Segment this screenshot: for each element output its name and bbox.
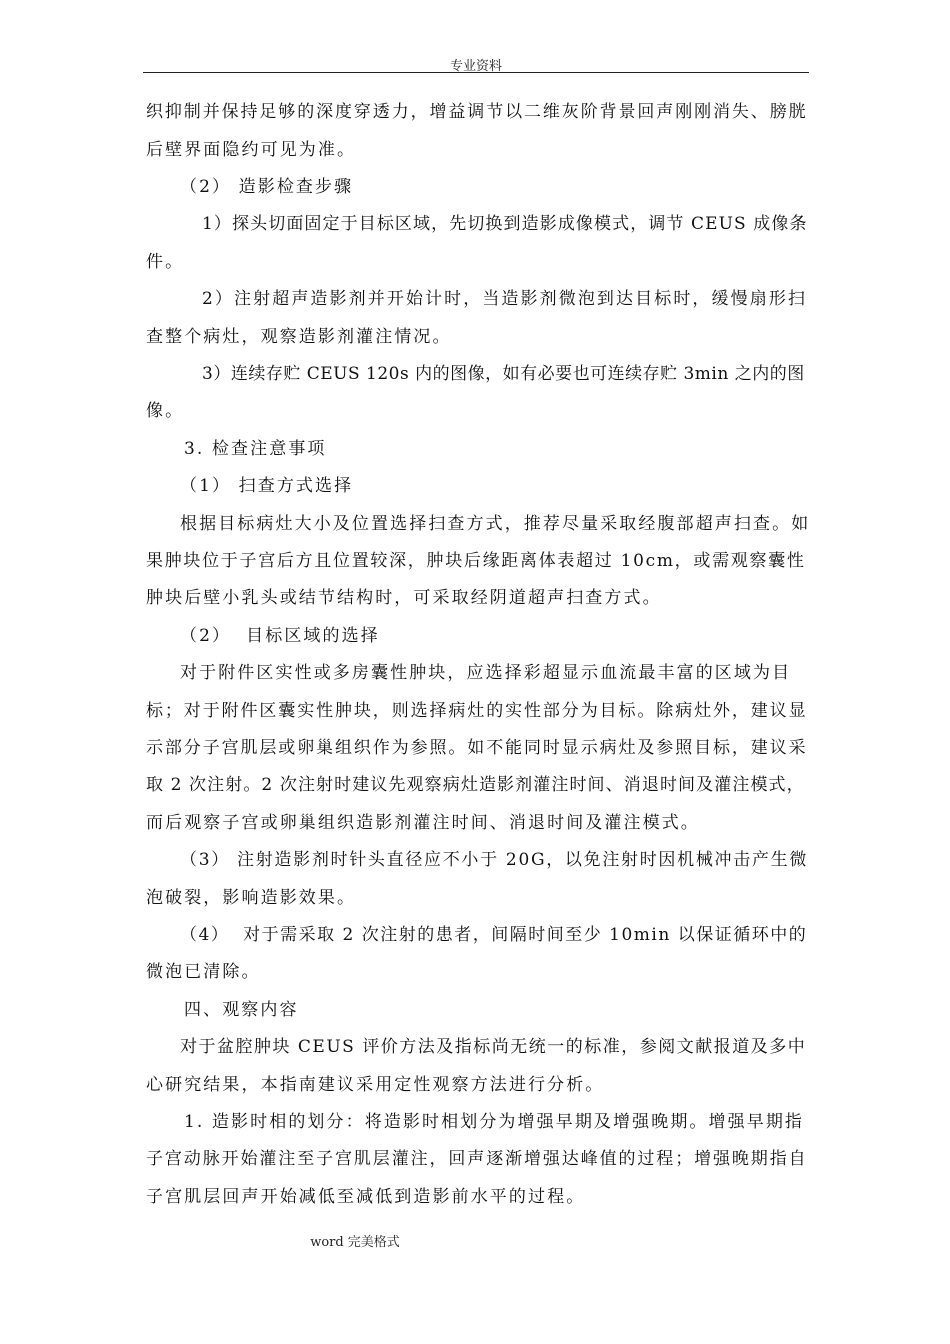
paragraph-line: （3） 注射造影剂时针头直径应不小于 20G，以免注射时因机械冲击产生微	[180, 850, 809, 870]
header-divider	[143, 72, 809, 73]
section-heading: 3. 检查注意事项	[184, 439, 327, 459]
footer-text: word 完美格式	[310, 1235, 400, 1250]
paragraph-line: 子宫肌层回声开始减低至减低到造影前水平的过程。	[146, 1187, 586, 1207]
section-heading: （1） 扫查方式选择	[180, 476, 354, 496]
paragraph-line: 对于附件区实性或多房囊性肿块，应选择彩超显示血流最丰富的区域为目	[180, 663, 792, 683]
paragraph-line: 后壁界面隐约可见为准。	[146, 140, 357, 160]
paragraph-line: 泡破裂，影响造影效果。	[146, 888, 357, 908]
paragraph-line: 微泡已清除。	[146, 962, 261, 982]
page-footer	[0, 1231, 950, 1250]
paragraph-line: 3）连续存贮 CEUS 120s 内的图像，如有必要也可连续存贮 3min 之内的图	[202, 364, 805, 384]
paragraph-line: 对于盆腔肿块 CEUS 评价方法及指标尚无统一的标准，参阅文献报道及多中	[180, 1037, 807, 1057]
section-heading: （2） 造影检查步骤	[180, 177, 354, 197]
paragraph-line: 心研究结果，本指南建议采用定性观察方法进行分析。	[146, 1075, 605, 1095]
paragraph-line: 根据目标病灶大小及位置选择扫查方式，推荐尽量采取经腹部超声扫查。如	[180, 514, 811, 534]
paragraph-line: 子宫动脉开始灌注至子宫肌层灌注，回声逐渐增强达峰值的过程；增强晚期指自	[146, 1149, 808, 1169]
paragraph-line: （4） 对于需采取 2 次注射的患者，间隔时间至少 10min 以保证循环中的	[180, 925, 808, 945]
paragraph-line: 查整个病灶，观察造影剂灌注情况。	[146, 327, 452, 347]
paragraph-line: 件。	[146, 252, 185, 272]
paragraph-line: 像。	[146, 401, 185, 421]
paragraph-line: 果肿块位于子宫后方且位置较深，肿块后缘距离体表超过 10cm，或需观察囊性	[146, 551, 806, 571]
paragraph-line: 而后观察子宫或卵巢组织造影剂灌注时间、消退时间及灌注模式。	[146, 813, 700, 833]
page-header: 专业资料	[449, 59, 502, 74]
paragraph-line: 肿块后壁小乳头或结节结构时，可采取经阴道超声扫查方式。	[146, 588, 662, 608]
paragraph-line: 1）探头切面固定于目标区域，先切换到造影成像模式，调节 CEUS 成像条	[202, 214, 808, 234]
paragraph-line: 织抑制并保持足够的深度穿透力，增益调节以二维灰阶背景回声刚刚消失、膀胱	[146, 102, 808, 122]
section-heading: 四、观察内容	[184, 1000, 299, 1020]
section-heading: （2） 目标区域的选择	[180, 626, 380, 646]
paragraph-line: 标；对于附件区囊实性肿块，则选择病灶的实性部分为目标。除病灶外，建议显	[146, 701, 808, 721]
paragraph-line: 取 2 次注射。2 次注射时建议先观察病灶造影剂灌注时间、消退时间及灌注模式，	[146, 775, 805, 795]
paragraph-line: 2）注射超声造影剂并开始计时，当造影剂微泡到达目标时，缓慢扇形扫	[202, 289, 808, 309]
paragraph-line: 1. 造影时相的划分：将造影时相划分为增强早期及增强晚期。增强早期指	[184, 1112, 805, 1132]
paragraph-line: 示部分子宫肌层或卵巢组织作为参照。如不能同时显示病灶及参照目标，建议采	[146, 738, 808, 758]
